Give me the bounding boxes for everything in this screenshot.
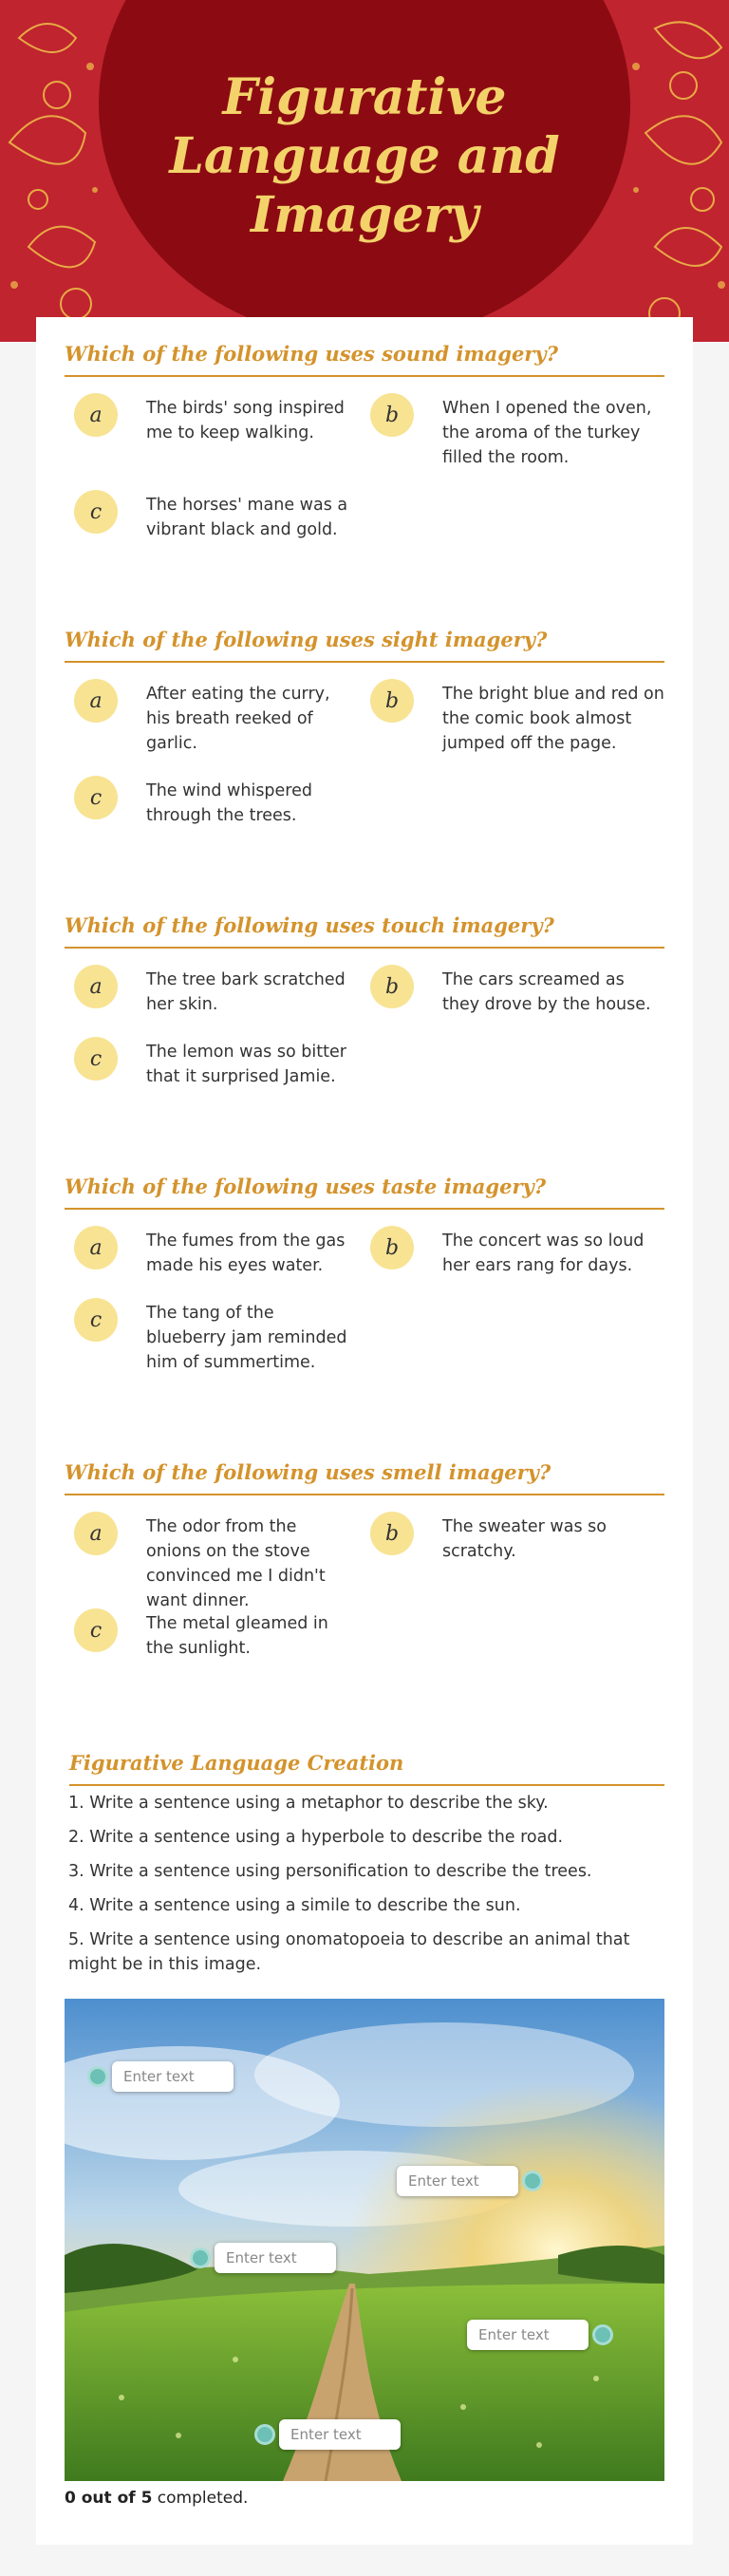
option-letter-badge[interactable]: b xyxy=(370,1226,414,1269)
question-smell xyxy=(65,1460,664,1658)
option-b[interactable] xyxy=(370,1512,664,1564)
option-a[interactable] xyxy=(74,1512,349,1613)
option-text: The bright blue and red on the comic book almost jumped off the page. xyxy=(442,685,664,753)
hotspot-marker-icon[interactable] xyxy=(87,2066,108,2087)
writing-prompt: 3. Write a sentence using personification to describe the trees. xyxy=(68,1862,592,1881)
option-text: The tang of the blueberry jam reminded him of summertime. xyxy=(146,1304,347,1372)
option-letter-badge[interactable]: a xyxy=(74,1226,118,1269)
header-banner xyxy=(0,0,729,342)
hotspot-3[interactable] xyxy=(190,2243,336,2273)
option-a[interactable] xyxy=(74,393,349,445)
option-letter-badge[interactable]: a xyxy=(74,965,118,1008)
writing-prompts-list xyxy=(68,1791,666,1986)
writing-prompt: 5. Write a sentence using onomatopoeia to describe an animal that might be in this image. xyxy=(68,1930,630,1974)
option-a[interactable] xyxy=(74,965,349,1017)
option-letter-badge[interactable]: b xyxy=(370,393,414,437)
activity-card xyxy=(36,317,693,2545)
creation-section-title: Figurative Language Creation xyxy=(69,1751,664,1786)
option-c[interactable] xyxy=(74,1608,349,1661)
option-c[interactable] xyxy=(74,490,349,542)
question-prompt: Which of the following uses taste imagery? xyxy=(65,1175,664,1210)
option-letter-badge[interactable]: c xyxy=(74,776,118,819)
option-letter-badge[interactable]: a xyxy=(74,393,118,437)
option-text: The metal gleamed in the sunlight. xyxy=(146,1614,328,1658)
option-letter-badge[interactable]: a xyxy=(74,1512,118,1555)
question-sound xyxy=(65,342,664,539)
question-prompt: Which of the following uses smell imagery? xyxy=(65,1460,664,1495)
option-text: The fumes from the gas made his eyes water. xyxy=(146,1232,346,1275)
option-b[interactable] xyxy=(370,393,664,470)
hotspot-1[interactable] xyxy=(87,2061,234,2092)
question-prompt: Which of the following uses sight imagery? xyxy=(65,628,664,663)
option-text: The concert was so loud her ears rang for days. xyxy=(442,1232,645,1275)
option-a[interactable] xyxy=(74,1226,349,1278)
option-text: The odor from the onions on the stove convinced me I didn't want dinner. xyxy=(146,1517,326,1610)
hotspot-2[interactable] xyxy=(397,2166,543,2196)
completion-count: 0 out of 5 xyxy=(65,2489,153,2508)
option-text: The cars screamed as they drove by the house. xyxy=(442,970,651,1014)
completion-suffix: completed. xyxy=(152,2489,249,2508)
page-title: Figurative Language and Imagery xyxy=(169,68,560,244)
option-text: When I opened the oven, the aroma of the turkey filled the room. xyxy=(442,399,652,467)
writing-prompt: 2. Write a sentence using a hyperbole to describe the road. xyxy=(68,1828,564,1847)
option-c[interactable] xyxy=(74,1298,349,1375)
hotspot-marker-icon[interactable] xyxy=(190,2247,211,2268)
option-letter-badge[interactable]: c xyxy=(74,1037,118,1081)
option-text: After eating the curry, his breath reeked of garlic. xyxy=(146,685,330,753)
writing-prompt: 1. Write a sentence using a metaphor to describe the sky. xyxy=(68,1794,549,1813)
hotspot-text-input[interactable] xyxy=(279,2419,401,2450)
option-letter-badge[interactable]: b xyxy=(370,965,414,1008)
option-letter-badge[interactable]: c xyxy=(74,1298,118,1342)
hotspot-marker-icon[interactable] xyxy=(592,2324,613,2345)
option-b[interactable] xyxy=(370,679,664,756)
option-letter-badge[interactable]: b xyxy=(370,679,414,723)
option-text: The horses' mane was a vibrant black and gold. xyxy=(146,496,348,539)
option-c[interactable] xyxy=(74,776,349,828)
option-text: The lemon was so bitter that it surprised Jamie. xyxy=(146,1043,346,1086)
option-text: The wind whispered through the trees. xyxy=(146,781,312,825)
question-taste xyxy=(65,1175,664,1372)
hotspot-marker-icon[interactable] xyxy=(254,2424,275,2445)
option-letter-badge[interactable]: a xyxy=(74,679,118,723)
completion-status xyxy=(65,2489,248,2508)
question-prompt: Which of the following uses sound imagery? xyxy=(65,342,664,377)
landscape-image xyxy=(65,1999,664,2481)
question-touch xyxy=(65,913,664,1086)
hotspot-text-input[interactable] xyxy=(397,2166,518,2196)
writing-prompt: 4. Write a sentence using a simile to describe the sun. xyxy=(68,1896,521,1915)
question-prompt: Which of the following uses touch imagery? xyxy=(65,913,664,949)
option-c[interactable] xyxy=(74,1037,349,1089)
option-letter-badge[interactable]: c xyxy=(74,490,118,534)
option-text: The sweater was so scratchy. xyxy=(442,1517,607,1561)
option-letter-badge[interactable]: b xyxy=(370,1512,414,1555)
option-b[interactable] xyxy=(370,1226,664,1278)
hotspot-text-input[interactable] xyxy=(215,2243,336,2273)
option-letter-badge[interactable]: c xyxy=(74,1608,118,1652)
question-sight xyxy=(65,628,664,825)
option-text: The tree bark scratched her skin. xyxy=(146,970,346,1014)
option-text: The birds' song inspired me to keep walking. xyxy=(146,399,345,442)
hotspot-marker-icon[interactable] xyxy=(522,2171,543,2191)
hotspot-4[interactable] xyxy=(467,2320,613,2350)
option-b[interactable] xyxy=(370,965,664,1017)
option-a[interactable] xyxy=(74,679,349,756)
hotspot-text-input[interactable] xyxy=(112,2061,234,2092)
hotspot-text-input[interactable] xyxy=(467,2320,589,2350)
hotspot-5[interactable] xyxy=(254,2419,401,2450)
